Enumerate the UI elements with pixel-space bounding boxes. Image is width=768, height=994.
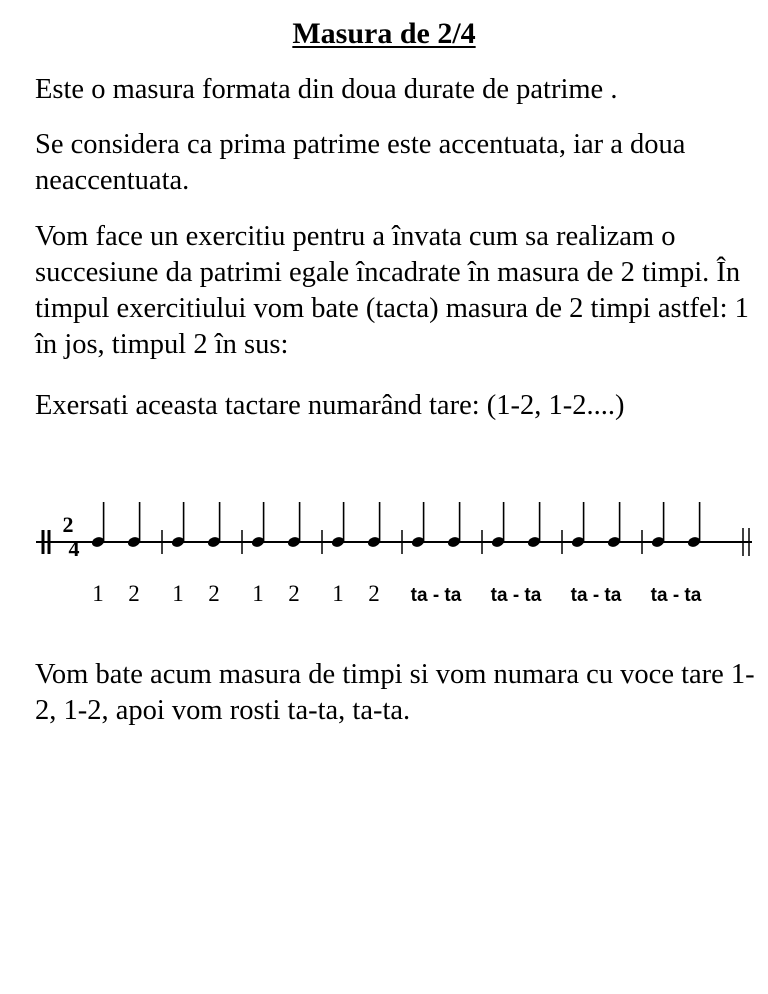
rhythm-staff <box>0 500 768 620</box>
rhythm-syllable-label: ta - ta <box>650 585 702 606</box>
paragraph-accent: Se considera ca prima patrime este accentuata, iar a doua neaccentuata. <box>35 129 686 196</box>
paragraph-practice: Exersati aceasta tactare numarând tare: (1-2, 1-2....) <box>35 390 625 421</box>
paragraph-instruction: Vom bate acum masura de timpi si vom numara cu voce tare 1-2, 1-2, apoi vom rosti ta-ta, ta-ta. <box>35 659 755 726</box>
paragraph-definition: Este o masura formata din doua durate de patrime . <box>35 74 618 105</box>
rhythm-notation <box>0 500 768 620</box>
rhythm-syllable-label: ta - ta <box>570 585 622 606</box>
time-signature-numerator: 2 <box>62 512 74 537</box>
beat-count-label: 1 <box>252 581 264 606</box>
paragraph-exercise: Vom face un exercitiu pentru a învata cum sa realizam o succesiune da patrimi egale încadrate în masura de 2 timpi. În timpul exercitiului vom bate (tacta) masura de 2 timpi astfel: 1 în jos, timpul 2 în sus: <box>35 221 749 360</box>
page-title: Masura de 2/4 <box>292 17 476 50</box>
rhythm-syllable-label: ta - ta <box>410 585 462 606</box>
beat-count-label: 2 <box>368 581 380 606</box>
beat-count-label: 2 <box>288 581 300 606</box>
beat-count-label: 1 <box>172 581 184 606</box>
rhythm-syllable-label: ta - ta <box>490 585 542 606</box>
beat-count-label: 1 <box>332 581 344 606</box>
beat-count-label: 2 <box>128 581 140 606</box>
time-signature-denominator: 4 <box>68 536 80 561</box>
beat-count-label: 1 <box>92 581 104 606</box>
beat-count-label: 2 <box>208 581 220 606</box>
